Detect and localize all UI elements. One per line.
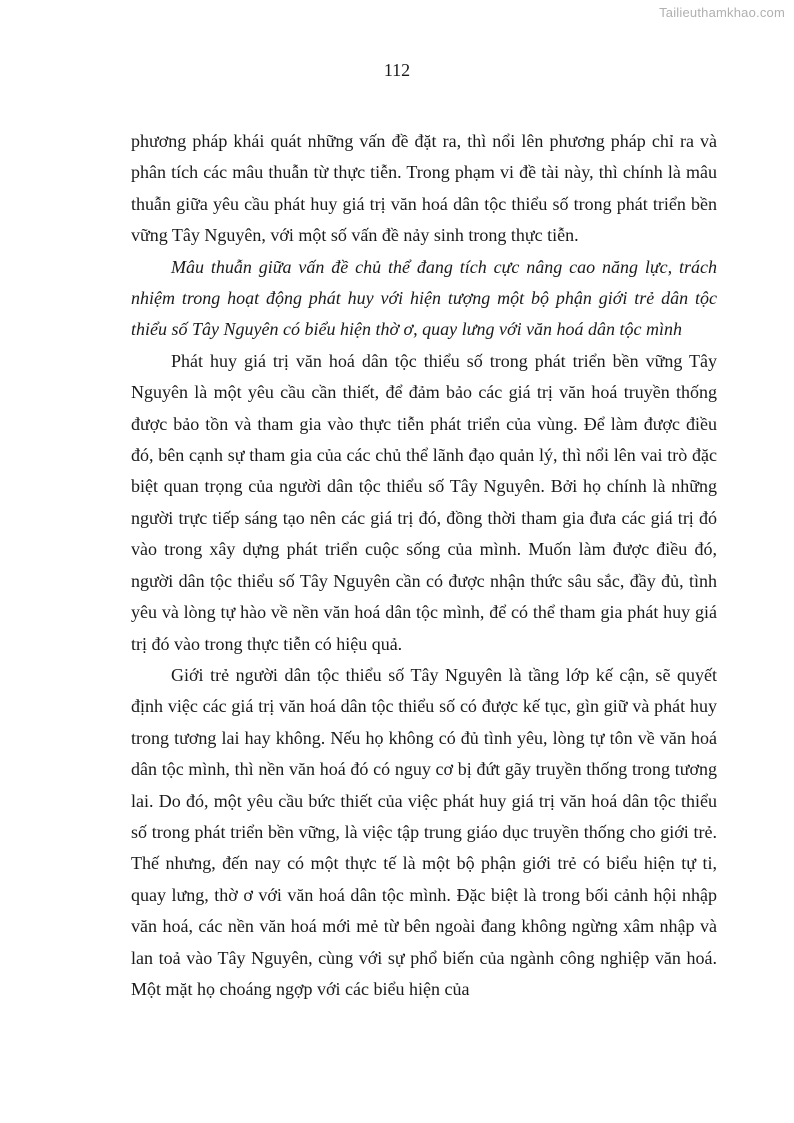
document-body	[131, 126, 717, 1005]
paragraph-intro: phương pháp khái quát những vấn đề đặt ra, thì nổi lên phương pháp chỉ ra và phân tích các mâu thuẫn từ thực tiễn. Trong phạm vi đề tài này, thì chính là mâu thuẫn giữa yêu cầu phát huy giá trị văn hoá dân tộc thiểu số trong phát triển bền vững Tây Nguyên, với một số vấn đề nảy sinh trong thực tiễn.	[131, 131, 717, 246]
page-number: 112	[383, 60, 411, 80]
paragraph: Giới trẻ người dân tộc thiểu số Tây Nguyên là tầng lớp kế cận, sẽ quyết định việc các giá trị văn hoá dân tộc thiểu số có được kế tục, gìn giữ và phát huy trong tương lai hay không. Nếu họ không có đủ tình yêu, lòng tự tôn về văn hoá dân tộc mình, thì nền văn hoá đó có nguy cơ bị đứt gãy truyền thống trong tương lai. Do đó, một yêu cầu bức thiết của việc phát huy giá trị văn hoá dân tộc thiểu số trong phát triển bền vững, là việc tập trung giáo dục truyền thống cho giới trẻ. Thế nhưng, đến nay có một thực tế là một bộ phận giới trẻ có biểu hiện tự ti, quay lưng, thờ ơ với văn hoá dân tộc mình. Đặc biệt là trong bối cảnh hội nhập văn hoá, các nền văn hoá mới mẻ từ bên ngoài đang không ngừng xâm nhập và lan toả vào Tây Nguyên, cùng với sự phổ biến của ngành công nghiệp văn hoá. Một mặt họ choáng ngợp với các biểu hiện của	[131, 664, 717, 999]
section-heading-italic: Mâu thuẫn giữa vấn đề chủ thể đang tích cực nâng cao năng lực, trách nhiệm trong hoạt động phát huy với hiện tượng một bộ phận giới trẻ dân tộc thiểu số Tây Nguyên có biểu hiện thờ ơ, quay lưng với văn hoá dân tộc mình	[131, 256, 717, 340]
paragraph: Phát huy giá trị văn hoá dân tộc thiểu số trong phát triển bền vững Tây Nguyên là một yêu cầu cần thiết, để đảm bảo các giá trị văn hoá truyền thống được bảo tồn và tham gia vào thực tiễn phát triển của vùng. Để làm được điều đó, bên cạnh sự tham gia của các chủ thể lãnh đạo quản lý, thì nổi lên vai trò đặc biệt quan trọng của người dân tộc thiểu số Tây Nguyên. Bởi họ chính là những người trực tiếp sáng tạo nên các giá trị đó, đồng thời tham gia đưa các giá trị đó vào trong xây dựng phát triển cuộc sống của mình. Muốn làm được điều đó, người dân tộc thiểu số Tây Nguyên cần có được nhận thức sâu sắc, đầy đủ, tình yêu và lòng tự hào về nền văn hoá dân tộc mình, để có thể tham gia phát huy giá trị đó vào trong thực tiễn có hiệu quả.	[131, 350, 717, 654]
watermark: Tailieuthamkhao.com	[659, 5, 785, 20]
